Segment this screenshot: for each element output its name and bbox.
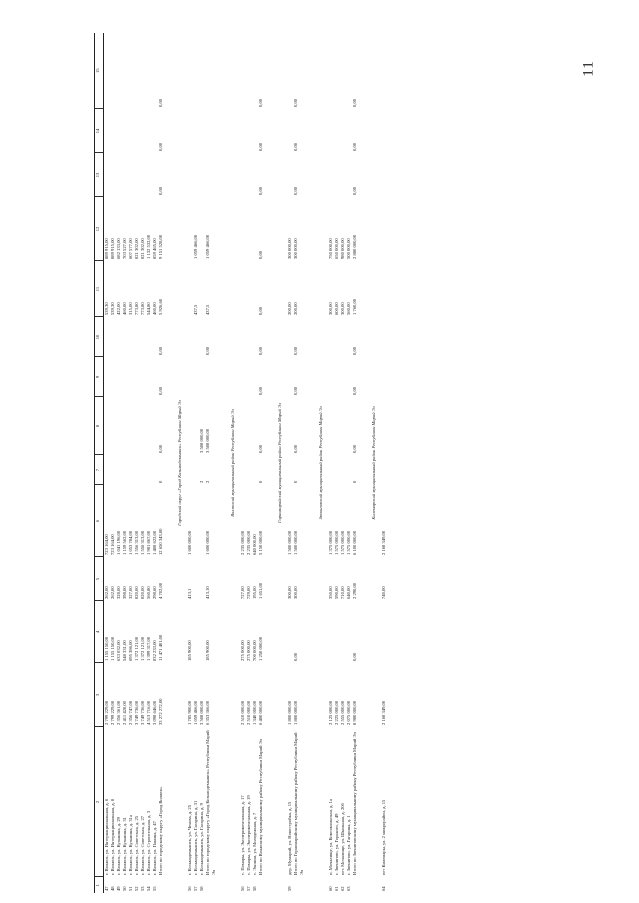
table-cell: 262,00 [104,586,109,599]
table-cell: 2 [205,480,210,483]
table-cell: 2 799 229,00 [110,700,115,725]
total-row [205,33,220,893]
table-cell: 1 041 196,00 [116,530,121,555]
table-cell: 298,60 [152,586,157,599]
table-cell: 437,5 [205,304,210,315]
table-cell [352,877,361,893]
table-cell: 1 556 313,00 [140,530,145,555]
table-cell: 0,00 [258,386,263,395]
table-cell: Итого по Звениговскому муниципальному району Республики Марий Эл [352,732,357,875]
table-cell: 0,00 [352,652,357,661]
table-cell: 0,00 [258,306,263,315]
table-cell: 47 [104,886,109,891]
table-cell: 695 386,00 [128,640,133,661]
table-cell: 58 [199,886,204,891]
table-cell: 0,00 [158,186,163,195]
table-cell [258,877,267,893]
table-cell: 0,00 [293,652,298,661]
table-cell: 50 [122,886,127,891]
table-cell: 740,00 [381,586,386,599]
table-cell: 1 059 466,00 [205,234,210,259]
table-cell: 0,00 [352,142,357,151]
table-cell: 3 098 646,00 [152,700,157,725]
table-cell: 773,80 [134,302,139,315]
column-header: 13 [95,153,104,197]
table-cell: 0 [158,480,163,483]
table-cell: с. Помары, ул. Экспериментальная, д. 19 [246,795,251,875]
table-cell: 820,00 [134,586,139,599]
table-cell: 539,30 [104,302,109,315]
table-cell: г. Волжск, ул. Строительная, д. 3 [146,811,151,875]
table-cell: 53 [140,886,145,891]
table-cell: 2 125 000,00 [328,700,333,725]
table-cell: 64 [381,886,386,891]
table-cell: г. Волжск, ул. Интернациональная, д. 6 [104,798,109,875]
table-cell: 3 749 736,00 [140,700,145,725]
table-cell: 700 000,00 [252,640,257,661]
table-cell: 560,00 [346,302,351,315]
table-cell: 1 800 000,00 [287,700,292,725]
table-cell: 723 164,00 [104,534,109,555]
column-header: 5 [95,557,104,601]
table-cell: 548 331,00 [122,640,127,661]
table-cell: 650 000,00 [334,238,339,259]
table-cell: 63 [346,886,351,891]
table-cell: 1 375 000,00 [328,530,333,555]
table-cell: г. Козьмодемьянск, ул. Гагарина, д. 31 [193,800,198,875]
table-cell: Итого по городскому округу «Город Козьмодемьянск» Республики Марий Эл [205,730,216,875]
page-number: 11 [580,60,597,77]
table-cell: 315,00 [128,302,133,315]
table-cell: 56 [187,886,192,891]
table-cell: 2 356 747,00 [128,700,133,725]
table-cell: 460,00 [122,302,127,315]
table-cell: 1 399 317,00 [146,636,151,661]
column-header: 10 [95,317,104,357]
table-cell: 1 372 121,00 [140,636,145,661]
table-cell: 1 155 150,00 [110,636,115,661]
table-cell: 3 508 000,00 [205,428,210,453]
table-cell: 773,80 [140,302,145,315]
table-cell: 48 [110,886,115,891]
table-cell: 2 555 000,00 [340,700,345,725]
table-cell: 821 302,00 [140,238,145,259]
table-cell: 820,00 [140,586,145,599]
district-heading: Горномарийский муниципальный район Республики Марий Эл [277,403,282,523]
table-cell: 3 508 000,00 [199,428,204,453]
column-header: 1 [95,877,104,893]
table-cell: 0,00 [352,444,357,453]
table-cell: 2 799 229,00 [104,700,109,725]
table-cell: 300,00 [328,302,333,315]
table-cell: 1 575 000,00 [334,530,339,555]
table-cell: 2 411 420,00 [122,701,127,725]
table-cell: 0,00 [158,142,163,151]
table-cell: 682 133,00 [116,238,121,259]
table-cell: 327,00 [128,586,133,599]
table-cell: 49 [116,886,121,891]
table-cell: 1 059 466,00 [193,234,198,259]
table-cell: 889 915,00 [110,238,115,259]
table-cell: 0,00 [293,444,298,453]
table-cell: 1 500 000,00 [287,530,292,555]
table-cell: с. Эконом, ул. Молодежная, д. 7 [252,812,257,875]
header-row [95,33,104,893]
table-cell: 544,80 [146,302,151,315]
table-cell: 1 981 867,00 [146,530,151,555]
table-cell: г. Волжск, ул. Кузьмина, д. 29 [116,817,121,875]
table-cell: 413,10 [205,586,210,599]
table-cell: 54 [146,886,151,891]
table-cell: 1 053 784,00 [128,530,133,555]
table-cell: 4 513 716,00 [146,700,151,725]
data-table [94,33,391,893]
table-cell: 12 650 343,00 [158,528,163,555]
table-cell: 1 372 121,00 [134,636,139,661]
table-cell [158,877,167,893]
table-cell: 52 [134,886,139,891]
district-heading: Городской округ «Город Козьмодемьянск» Республики Марий Эл [177,400,182,526]
table-cell: 1 575 000,00 [346,530,351,555]
table-cell: 590,00 [334,586,339,599]
table-cell: 398,00 [122,586,127,599]
table-cell: 1 408 622,00 [152,530,157,555]
district-heading-row [365,33,381,893]
column-header: 7 [95,455,104,485]
district-heading-row [171,33,187,893]
table-cell: 33 272 272,00 [158,698,163,725]
district-heading-row [271,33,287,893]
table-cell: г. Волжск, ул. Кузьмина, д. 31а [128,815,133,875]
district-heading-row [224,33,240,893]
column-header: 6 [95,485,104,557]
table-cell [205,153,220,197]
table-cell: 0,00 [293,386,298,395]
table-cell: 185 900,00 [205,640,210,661]
table-cell: 2 235 000,00 [240,530,245,555]
table-cell: 2 [199,480,204,483]
table-cell: 640,00 [346,586,351,599]
table-cell: 859 465,00 [152,238,157,259]
table-cell: 300 000,00 [287,238,292,259]
table-cell: 262,00 [110,586,115,599]
table-cell: 727,00 [240,586,245,599]
table-cell: 0,00 [293,142,298,151]
table-cell: 0,00 [293,98,298,107]
table-cell: 9 151 528,00 [158,234,163,259]
table-cell: 275 000,00 [240,640,245,661]
table-cell: 0,00 [352,98,357,107]
table-cell: 300,00 [340,302,345,315]
table-cell: 2 880 000,00 [352,234,357,259]
table-cell: 640 000,00 [252,534,257,555]
table-cell: 980 000,00 [340,238,345,259]
column-header: 4 [95,601,104,663]
table-cell: 2 235 000,00 [246,530,251,555]
table-cell [293,877,308,893]
table-cell: 2 168 349,00 [381,700,386,725]
table-cell: 710,00 [340,586,345,599]
table-cell: 2 075 000,00 [346,700,351,725]
table-cell: 0,00 [158,444,163,453]
table-cell: 3 749 736,00 [134,700,139,725]
table-cell: 57 [246,886,251,891]
table-cell: 200,00 [293,302,298,315]
table-cell: 1 575 000,00 [340,530,345,555]
table-cell: Итого по городскому округу «Город Волжск» [158,786,163,875]
table-cell: 2 356 361,00 [116,700,121,725]
table-cell [205,109,220,153]
table-body [104,33,392,893]
table-cell: 0 [293,480,298,483]
table-cell: 4 702,00 [158,582,163,599]
table-cell: 729,00 [246,586,251,599]
table-cell: 832 233,00 [152,640,157,661]
table-cell: Итого по Горномарийскому муниципальному району Республики Марий Эл [293,732,304,875]
table-cell: 0,00 [258,142,263,151]
table-cell: 723 164,00 [110,534,115,555]
table-cell: 539,30 [110,302,115,315]
column-header: 9 [95,357,104,397]
table-cell: 0,00 [293,186,298,195]
table-cell: 6 353 366,00 [205,700,210,725]
total-row [258,33,267,893]
table-cell: 1 059 466,00 [193,700,198,725]
table-cell: 2 290,00 [352,582,357,599]
table-cell: 0,00 [352,346,357,355]
table-cell [205,33,220,109]
table-cell: 1 250 000,00 [258,636,263,661]
table-cell: 889 915,00 [104,238,109,259]
table-cell: 1 760,00 [352,298,357,315]
table-cell: 0,00 [293,346,298,355]
table-cell: 6 400 000,00 [258,700,263,725]
group-spacer [387,33,391,893]
table-cell: 58 [252,886,257,891]
table-cell: г. Звенигово, ул. Гагарина, д. 1 [346,815,351,875]
table-cell: 185 900,00 [187,640,192,661]
table-cell: 1 155 150,00 [104,636,109,661]
table-cell: 5 926,60 [158,298,163,315]
table-cell: с. Помары, ул. Экспериментальная, д. 17 [240,795,245,875]
column-header: 14 [95,109,104,153]
table-cell: 1 600 000,00 [205,530,210,555]
table-cell: 0,00 [158,98,163,107]
table-cell: 821 302,00 [134,238,139,259]
rotated-table-sheet [94,33,564,893]
table-cell: г. Волжск, ул. Советская, д. 25 [134,815,139,875]
table-cell: 1 500 000,00 [293,530,298,555]
table-cell: 300,00 [287,586,292,599]
table-cell: дер. Мумарий, ул. Новостройка, д. 15 [287,801,292,875]
table-cell: 500 000,00 [346,238,351,259]
total-row [158,33,167,893]
table-cell: 750 000,00 [328,238,333,259]
table-cell: 0 [258,480,263,483]
table-cell: 1 600 000,00 [187,530,192,555]
table-cell: 57 [193,886,198,891]
table-cell: 560,80 [146,586,151,599]
table-cell: 300 000,00 [293,238,298,259]
table-cell: 5 150 000,00 [258,530,263,555]
table-cell: 60 [328,886,333,891]
table-cell: г. Волжск, ул. Интернациональная, д. 8 [110,798,115,875]
spacer-cell [387,33,391,893]
column-header: 11 [95,261,104,317]
column-header: 2 [95,727,104,877]
table-cell: 2 168 349,00 [381,530,386,555]
table-cell: 59 [287,886,292,891]
table-cell: 200,00 [287,302,292,315]
table-cell: 275 000,00 [246,640,251,661]
table-cell: 300,00 [293,586,298,599]
table-cell: 437,5 [193,304,198,315]
table-cell: 600,00 [334,302,339,315]
table-cell: 413,1 [187,588,192,599]
table-cell: 1 785 900,00 [187,700,192,725]
table-cell: г. Волжск, ул. Панина, д. 47 [152,821,157,875]
table-cell: 6 100 000,00 [352,530,357,555]
table-cell: 0,00 [158,346,163,355]
table-cell: 0,00 [158,386,163,395]
table-cell: г. Волжск, ул. Советская, д. 27 [140,815,145,875]
table-cell: 0,00 [258,250,263,259]
table-cell: 607 577,00 [128,238,133,259]
table-cell: 0,00 [352,386,357,395]
table-cell: 2 510 000,00 [246,700,251,725]
table-cell: 0,00 [258,98,263,107]
table-cell: 0,00 [258,346,263,355]
table-cell: 1 651,00 [258,582,263,599]
table-cell: 1 340 000,00 [252,700,257,725]
table-cell: 56 [240,886,245,891]
table-cell: 703 527,00 [122,238,127,259]
table-cell: пгт Килемары, ул. 2 микрорайон, д. 15 [381,799,386,875]
table-cell: 62 [340,886,345,891]
table-cell: 0,00 [352,186,357,195]
table-cell: 2 510 000,00 [240,700,245,725]
table-cell: 422,00 [116,302,121,315]
table-cell: 0,00 [258,444,263,453]
table-cell [205,877,220,893]
district-heading: Килемарский муниципальный район Республики Марий Эл [371,406,376,520]
table-cell: 460,00 [152,302,157,315]
table-cell: 8 980 000,00 [352,700,357,725]
table-cell: 328,00 [116,586,121,599]
table-cell: 2 225 000,00 [334,700,339,725]
table-cell: 1 556 313,00 [134,530,139,555]
table-cell: г. Козьмодемьянск, ул. Чехова, д. 25 [187,804,192,875]
table-cell: 1 132 532,00 [146,234,151,259]
table-cell: г. Козьмодемьянск, ул. Гагарина, д. 9 [199,803,204,875]
table-cell: г. Волжск, ул. Кузьмина, д. 31 [122,817,127,875]
table-cell: 195,00 [252,586,257,599]
district-heading: Звениговский муниципальный район Республики Марий Эл [318,406,323,520]
table-cell: 11 471 401,00 [158,634,163,661]
district-heading-row [312,33,328,893]
total-row [293,33,308,893]
table-cell: 3 508 000,00 [199,700,204,725]
table-cell: 55 [152,886,157,891]
table-cell: п. Мочалище, ул. Комсомольская, д. 1а [328,799,333,875]
table-cell: 0,00 [258,186,263,195]
column-header: 12 [95,197,104,261]
column-header: 15 [95,33,104,109]
table-cell: 0,00 [205,346,210,355]
table-cell: 1 159 562,00 [122,530,127,555]
table-cell: 350,00 [328,586,333,599]
table-cell: 51 [128,886,133,891]
district-heading: Волжский муниципальный район Республики Марий Эл [230,409,235,517]
table-cell: 61 [334,886,339,891]
table-cell: Итого по Волжскому муниципальному району Республики Марий Эл [258,739,263,875]
table-cell: 0 [352,480,357,483]
column-header: 3 [95,663,104,727]
table-cell: 1 800 000,00 [293,700,298,725]
table-cell: г. Звенигово, ул. Горького, д. 49 [334,813,339,875]
column-header: 8 [95,397,104,455]
total-row [352,33,361,893]
table-cell [205,357,220,397]
table-cell: пгт. Мочалище, ул. Школьная, д. 20б [340,803,345,875]
table-cell: 633 032,00 [116,640,121,661]
